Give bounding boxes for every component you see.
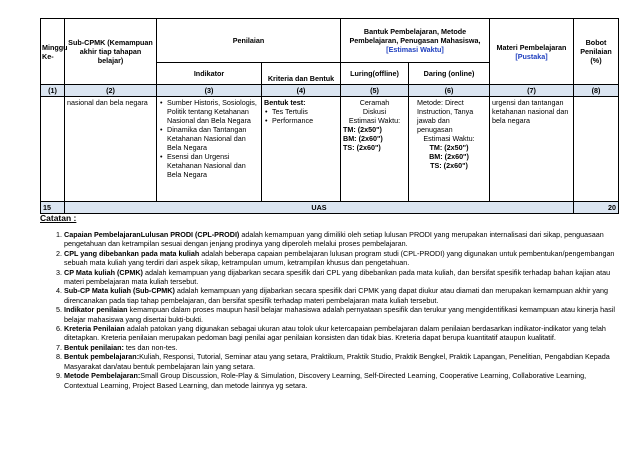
list-item	[64, 371, 620, 390]
header-daring: Daring (online)	[409, 63, 490, 85]
luring-line: Estimasi Waktu:	[348, 116, 401, 125]
header-luring: Luring(offline)	[341, 63, 409, 85]
note-term: Bentuk pembelajaran:	[64, 352, 140, 362]
cell-luring	[341, 97, 409, 202]
note-term: Metode Pembelajaran:	[64, 371, 141, 381]
header-materi-line1: Materi Pembelajaran	[496, 42, 567, 52]
note-text: Kuliah, Responsi, Tutorial, Seminar atau yang setara, Praktikum, Praktik Studio, Praktik Bengkel, Praktik Lapangan, Penelitian, Pengabdian Kepada Masyarakat dan/atau bentuk pembelajaran lain yang setara.	[64, 352, 610, 371]
note-term: Indikator penilaian	[64, 305, 128, 315]
header-indikator: Indikator	[157, 63, 262, 85]
cell-indikator	[157, 97, 262, 202]
luring-line: Ceramah	[359, 98, 390, 107]
header-bentuk-pembelajaran	[341, 19, 490, 63]
note-term: Kreteria Penilaian	[64, 324, 125, 334]
note-text: adalah kemampuan yang dijabarkan secara spesifik dari CPL yang dibebankan pada mata kuliah, dan bersifat spesifik terhadap bahan kajian atau materi pembelajaran mata kuliah tersebut.	[64, 267, 611, 287]
luring-line: TS: (2x60")	[343, 143, 381, 152]
list-item	[64, 305, 620, 324]
note-term: Capaian PembelajaranLulusan PRODI (CPL-PRODI)	[64, 230, 240, 239]
luring-line: TM: (2x50")	[343, 125, 382, 134]
col-number: (4)	[262, 85, 341, 97]
list-item	[64, 249, 620, 268]
col-number: (5)	[341, 85, 409, 97]
col-number: (2)	[65, 85, 157, 97]
catatan-list	[40, 230, 620, 390]
uas-label: UAS	[65, 202, 574, 214]
list-item	[64, 268, 620, 287]
kriteria-title: Bentuk test:	[264, 98, 306, 107]
col-number: (1)	[41, 85, 65, 97]
header-pustaka: [Pustaka]	[515, 51, 548, 61]
note-text: adalah beberapa capaian pembelajaran lulusan program studi (CPL-PRODI) yang digunakan untuk pembentukan/pengembangan sebuah mata kuliah yang terdiri dari aspek sikap, ketrampulan umum, ketrampilan khusus dan pengetahuan.	[64, 248, 615, 268]
header-estimasi-waktu: [Estimasi Waktu]	[386, 45, 444, 54]
indikator-item: • Dinamika dan Tantangan Ketahanan Nasional dan Bela Negara	[167, 125, 259, 152]
note-text: adalah patokan yang digunakan sebagai ukuran atau tolok ukur ketercapaian pembelajaran dalam penilaian berdasarkan indikator-indikator yang telah ditetapkan. Kreteria penilaian merupakan pedoman bagi penilai agar penilaian konsisten dan tidak bias. Kreteria dapat berupa kuantitatif ataupun kualitatif.	[64, 324, 606, 343]
col-number: (8)	[574, 85, 619, 97]
uas-minggu: 15	[41, 202, 65, 214]
header-subcpmk: Sub-CPMK (Kemampuan akhir tiap tahapan belajar)	[65, 19, 157, 85]
daring-line: Estimasi Waktu:	[423, 134, 475, 143]
note-text: kemampuan dalam proses maupun hasil belajar mahasiswa adalah pernyataan spesifik dan terukur yang mengidentifikasi kemampuan atau kinerja hasil belajar mahasiswa yang disertai bukti-bukti.	[64, 305, 615, 324]
daring-line: TS: (2x60")	[430, 161, 468, 170]
note-text: adalah kemampuan yang dimiliki oleh setiap lulusan PRODI yang merupakan internalisasi dari sikap, penguasaan pengetahuan dan ketrampilan sesuai dengan jenjang prodinya yang diperoleh melalui proses pembelajaran.	[64, 230, 604, 249]
col-number: (6)	[409, 85, 490, 97]
header-bobot: Bobot Penilaian (%)	[574, 19, 619, 85]
header-minggu: Minggu Ke-	[41, 19, 65, 85]
cell-materi: urgensi dan tantangan ketahanan nasional dan bela negara	[490, 97, 574, 202]
cell-kriteria	[262, 97, 341, 202]
luring-line: BM: (2x60")	[343, 134, 383, 143]
indikator-item: • Esensi dan Urgensi Ketahanan Nasional dan Bela Negara	[167, 152, 259, 179]
uas-bobot: 20	[574, 202, 619, 214]
daring-line: TM: (2x50")	[429, 143, 469, 152]
note-text: tes dan non-tes.	[123, 342, 178, 352]
cell-minggu	[41, 97, 65, 202]
cell-daring	[409, 97, 490, 202]
col-number: (7)	[490, 85, 574, 97]
catatan-title: Catatan :	[40, 213, 77, 223]
header-penilaian: Penilaian	[157, 19, 341, 63]
note-text: Small Group Discussion, Role-Play & Simulation, Discovery Learning, Self-Directed Learning, Cooperative Learning, Collaborative Learning, Contextual Learning, Project Based Learning, dan metode lainnya yg setara.	[64, 371, 587, 390]
list-item	[64, 286, 620, 305]
list-item	[64, 324, 620, 343]
cell-subcpmk: nasional dan bela negara	[65, 97, 157, 202]
kriteria-item: • Tes Tertulis	[272, 107, 338, 116]
daring-line: Metode: Direct Instruction, Tanya jawab dan penugasan	[417, 98, 474, 134]
list-item	[64, 343, 620, 352]
note-term: CPL yang dibebankan pada mata kuliah	[64, 248, 200, 258]
rps-table	[40, 18, 619, 214]
note-text: adalah kemampuan yang dijabarkan secara spesifik dari CPMK yang dapat diukur atau diamati dan merupakan kemampuan akhir yang direncanakan pada tiap tahap pembelajaran, dan bersifat spesifik terhadap materi pembelajaran mata kuliah tersebut.	[64, 286, 608, 305]
list-item	[64, 230, 620, 249]
daring-line: BM: (2x60")	[429, 152, 469, 161]
uas-row	[41, 202, 619, 214]
rps-page	[40, 18, 618, 214]
kriteria-item: • Performance	[272, 116, 338, 125]
header-kriteria: Kriteria dan Bentuk	[262, 63, 341, 85]
luring-line: Diskusi	[362, 107, 387, 116]
header-materi	[490, 19, 574, 85]
note-term: Sub-CP Mata kuliah (Sub-CPMK)	[64, 286, 175, 296]
indikator-item: • Sumber Historis, Sosiologis, Politik tentang Ketahanan Nasional dan Bela Negara	[167, 98, 259, 125]
table-row	[41, 97, 619, 202]
note-term: Bentuk penilaian:	[64, 342, 124, 352]
col-number: (3)	[157, 85, 262, 97]
header-bentuk-line1: Bantuk Pembelajaran, Metode Pembelajaran, Penugasan Mahasiswa,	[349, 27, 481, 45]
column-number-row	[41, 85, 619, 97]
cell-bobot	[574, 97, 619, 202]
note-term: CP Mata kuliah (CPMK)	[64, 267, 143, 277]
list-item	[64, 352, 620, 371]
